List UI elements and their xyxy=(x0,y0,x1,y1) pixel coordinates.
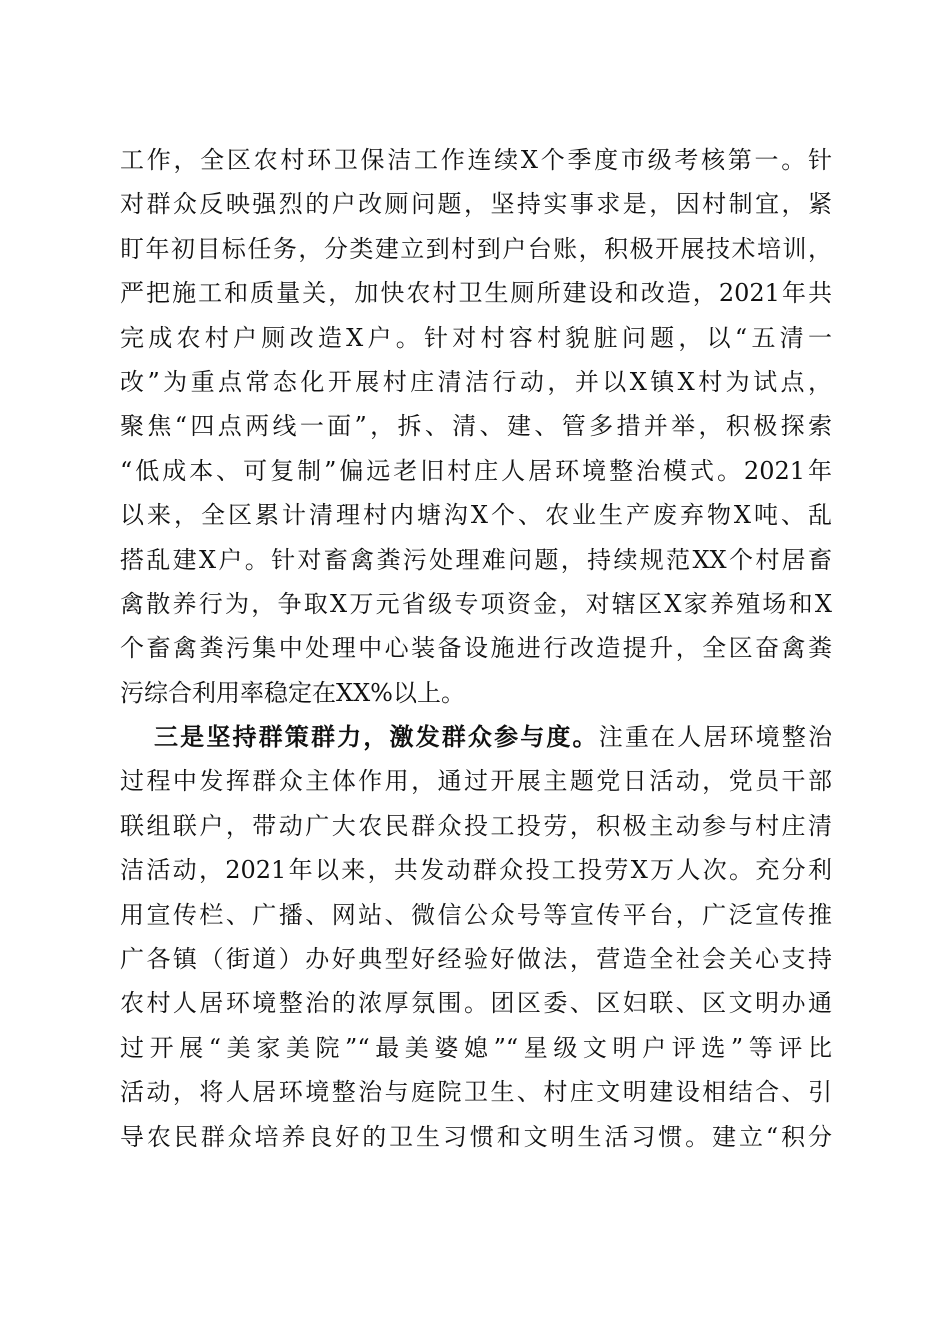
paragraph-2-line: 活动，将人居环境整治与庭院卫生、村庄文明建设相结合、引 xyxy=(120,1078,832,1107)
paragraph-1-line: 严把施工和质量关，加快农村卫生厕所建设和改造，2021年共 xyxy=(120,279,832,308)
paragraph-2-line: 农村人居环境整治的浓厚氛围。团区委、区妇联、区文明办通 xyxy=(120,989,832,1018)
paragraph-1-line: 搭乱建X户。针对畜禽粪污处理难问题，持续规范XX个村居畜 xyxy=(120,545,832,574)
document-body xyxy=(120,138,832,1159)
paragraph-2-lead-heading: 三是坚持群策群力，激发群众参与度。 xyxy=(154,722,599,752)
paragraph-1-line: “低成本、可复制”偏远老旧村庄人居环境整治模式。2021年 xyxy=(120,456,832,485)
paragraph-1-line: 聚焦“四点两线一面”，拆、清、建、管多措并举，积极探索 xyxy=(120,412,832,441)
paragraph-1-line: 完成农村户厕改造X户。针对村容村貌脏问题，以“五清一 xyxy=(120,323,832,352)
paragraph-1-line: 工作，全区农村环卫保洁工作连续X个季度市级考核第一。针 xyxy=(120,146,832,174)
paragraph-1-line: 以来，全区累计清理村内塘沟X个、农业生产废弃物X吨、乱 xyxy=(120,501,832,530)
paragraph-2-line: 过程中发挥群众主体作用，通过开展主题党日活动，党员干部 xyxy=(120,767,832,796)
paragraph-1-line: 改”为重点常态化开展村庄清洁行动，并以X镇X村为试点， xyxy=(120,367,832,396)
paragraph-2-first-line-rest: 注重在人居环境整治 xyxy=(598,723,832,752)
paragraph-1-line: 污综合利用率稳定在XX%以上。 xyxy=(120,678,465,707)
paragraph-2-line: 过开展“美家美院”“最美婆媳”“星级文明户评选”等评比 xyxy=(120,1033,832,1062)
paragraph-2-line: 联组联户，带动广大农民群众投工投劳，积极主动参与村庄清 xyxy=(120,811,832,840)
paragraph-2-line: 用宣传栏、广播、网站、微信公众号等宣传平台，广泛宣传推 xyxy=(120,900,832,929)
paragraph-2-line: 导农民群众培养良好的卫生习惯和文明生活习惯。建立“积分 xyxy=(120,1122,832,1151)
paragraph-1-line: 禽散养行为，争取X万元省级专项资金，对辖区X家养殖场和X xyxy=(120,589,832,618)
paragraph-2-line: 广各镇（街道）办好典型好经验好做法，营造全社会关心支持 xyxy=(120,945,832,974)
paragraph-2 xyxy=(120,715,832,1159)
paragraph-2-line: 洁活动，2021年以来，共发动群众投工投劳X万人次。充分利 xyxy=(120,856,832,885)
paragraph-1-line: 个畜禽粪污集中处理中心装备设施进行改造提升，全区奋禽粪 xyxy=(120,634,832,663)
paragraph-1-line: 对群众反映强烈的户改厕问题，坚持实事求是，因村制宜，紧 xyxy=(120,190,832,219)
paragraph-1 xyxy=(120,138,832,715)
paragraph-2-first-line xyxy=(120,715,832,759)
paragraph-1-line: 盯年初目标任务，分类建立到村到户台账，积极开展技术培训， xyxy=(120,234,832,263)
